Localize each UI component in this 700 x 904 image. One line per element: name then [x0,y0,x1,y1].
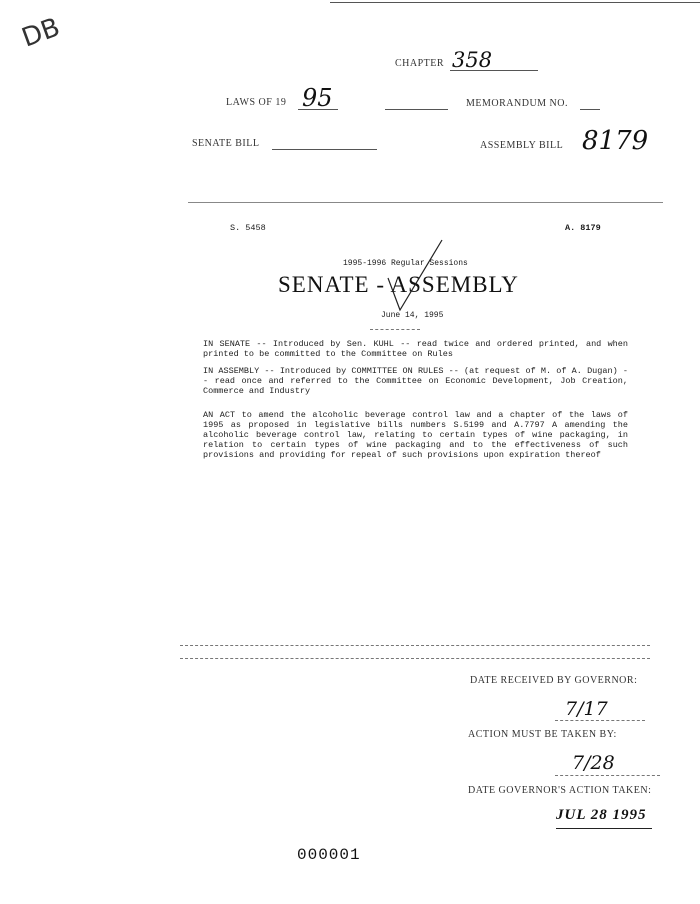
memorandum-blank [580,109,600,110]
check-mark-icon [380,238,450,318]
received-line [555,720,645,721]
action-line [555,775,660,776]
header-separator [188,202,663,203]
governor-action-label: DATE GOVERNOR'S ACTION TAKEN: [468,785,652,796]
assembly-introduction: IN ASSEMBLY -- Introduced by COMMITTEE ON RULES -- (at request of M. of A. Dugan) -- read once and referred to the Committee on Economic Development, Job Creation, Commerce and Industry [203,366,628,396]
chapter-number: 358 [452,48,493,72]
senate-bill-number: S. 5458 [230,223,266,233]
laws-blank [385,109,448,110]
assembly-bill-number: 8179 [582,126,649,156]
page-number: 000001 [297,846,361,864]
assembly-bill-number-printed: A. 8179 [565,223,601,233]
received-label: DATE RECEIVED BY GOVERNOR: [470,675,638,686]
senate-bill-label: SENATE BILL [192,138,260,149]
chapter-label: CHAPTER [395,58,445,69]
stamp-underline [556,828,652,829]
assembly-bill-label: ASSEMBLY BILL [480,140,564,151]
footer-separator-1 [180,645,650,646]
action-label: ACTION MUST BE TAKEN BY: [468,729,617,740]
footer-separator-2 [180,658,650,659]
laws-year: 95 [302,84,333,112]
act-description: AN ACT to amend the alcoholic beverage control law and a chapter of the laws of 1995 as proposed in legislative bills numbers S.5199 and A.7797 A amending the alcoholic beverage control law, relating to certain types of wine packaging, in relation to certain types of wine packaging and to the effectiveness of such provisions and providing for repeal of such provisions upon expiration thereof [203,410,628,460]
bill-date: June 14, 1995 [381,311,444,320]
action-value: 7/28 [572,752,615,774]
memorandum-label: MEMORANDUM NO. [466,98,569,109]
laws-label: LAWS OF 19 [226,97,287,108]
date-dash [370,329,420,330]
margin-initials: DB [18,12,64,54]
chambers-title: SENATE - ASSEMBLY [278,272,519,297]
received-value: 7/17 [565,698,608,720]
top-rule [330,2,700,3]
chapter-underline [450,70,538,71]
senate-bill-blank [272,149,377,150]
senate-introduction: IN SENATE -- Introduced by Sen. KUHL -- read twice and ordered printed, and when printed to be committed to the Committee on Rules [203,339,628,359]
laws-underline [298,109,338,110]
session-line: 1995-1996 Regular Sessions [343,259,468,268]
stamp-date: JUL 28 1995 [556,807,647,823]
